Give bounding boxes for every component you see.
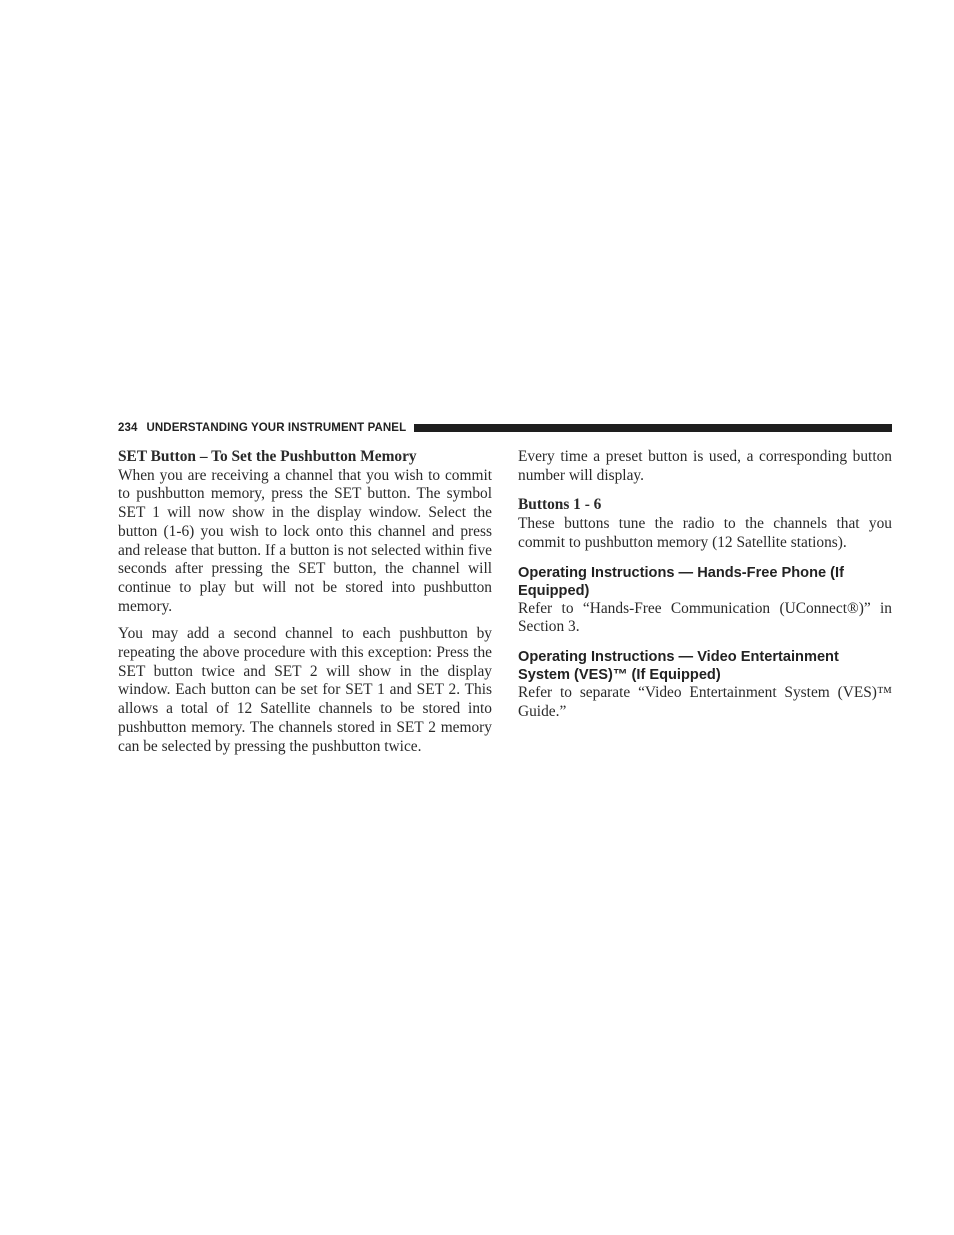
page-header xyxy=(118,419,892,437)
set-button-heading: SET Button – To Set the Pushbutton Memory xyxy=(118,448,417,465)
set-button-paragraph: When you are receiving a channel that you wish to commit to pushbutton memory, press the SET button. The symbol SET 1 will now show in the display window. Select the button (1-6) you wish to lock onto this channel and press and release that button. If a button is not selected within five seconds after pressing the SET button, the channel will continue to play but will not be stored into pushbutton memory. xyxy=(118,466,492,615)
header-rule xyxy=(414,424,892,432)
ves-paragraph: Refer to separate “Video Entertainment System (VES)™ Guide.” xyxy=(518,683,892,720)
buttons-heading: Buttons 1 - 6 xyxy=(518,496,602,514)
page-number: 234 xyxy=(118,422,138,434)
left-column xyxy=(118,448,492,756)
section-title: UNDERSTANDING YOUR INSTRUMENT PANEL xyxy=(146,422,407,434)
preset-paragraph: Every time a preset button is used, a corresponding button number will display. xyxy=(518,448,892,484)
hands-free-heading: Operating Instructions — Hands-Free Phone (If Equipped) xyxy=(518,564,844,599)
second-channel-paragraph: You may add a second channel to each pushbutton by repeating the above procedure with this exception: Press the SET button twice and SET 2 will show in the display window. Each button can be set for SET 1 and SET 2. This allows a total of 12 Satellite channels to be stored into pushbutton memory. The channels stored in SET 2 memory can be selected by pressing the pushbutton twice. xyxy=(118,625,492,755)
ves-heading: Operating Instructions — Video Entertainment System (VES)™ (If Equipped) xyxy=(518,648,839,683)
right-column xyxy=(518,448,892,721)
buttons-paragraph: These buttons tune the radio to the channels that you commit to pushbutton memory (12 Satellite stations). xyxy=(518,515,892,551)
hands-free-paragraph: Refer to “Hands-Free Communication (UConnect®)” in Section 3. xyxy=(518,599,892,636)
